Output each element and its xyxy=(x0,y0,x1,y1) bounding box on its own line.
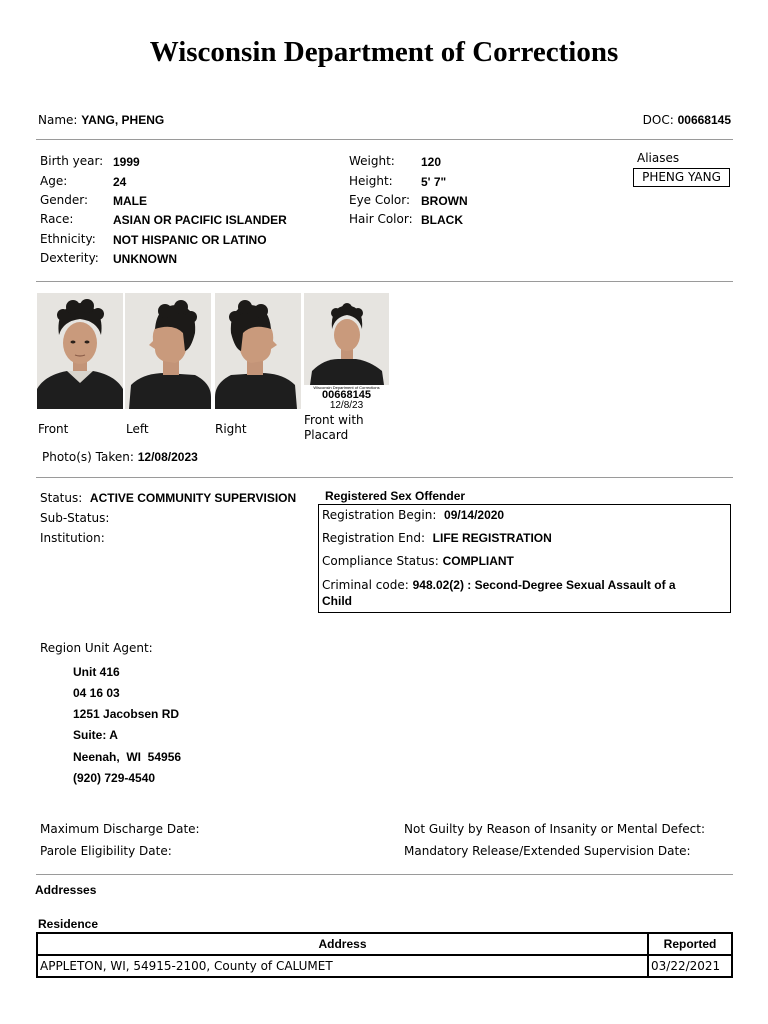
race-value: ASIAN OR PACIFIC ISLANDER xyxy=(113,213,287,227)
ethnicity-label: Ethnicity: xyxy=(40,232,96,246)
divider xyxy=(36,874,733,875)
registration-end-label: Registration End: xyxy=(322,531,426,545)
addresses-heading: Addresses xyxy=(35,883,97,897)
weight-label: Weight: xyxy=(349,154,395,168)
column-header-reported: Reported xyxy=(648,933,732,955)
ethnicity-value: NOT HISPANIC OR LATINO xyxy=(113,233,267,247)
doc-value: 00668145 xyxy=(677,113,731,127)
compliance-status xyxy=(322,554,514,568)
hair-color-label: Hair Color: xyxy=(349,212,413,226)
agent-line: (920) 729-4540 xyxy=(73,771,156,785)
ngri-label: Not Guilty by Reason of Insanity or Mental Defect: xyxy=(404,822,706,836)
name-field xyxy=(38,113,164,127)
photo-right xyxy=(215,293,301,409)
placard-doc: 00668145 xyxy=(322,389,371,401)
table-header-row xyxy=(37,933,732,955)
height-value: 5' 7" xyxy=(421,175,447,189)
agent-line: 1251 Jacobsen RD xyxy=(73,707,180,721)
photos-taken-value: 12/08/2023 xyxy=(137,450,198,464)
registration-begin-value: 09/14/2020 xyxy=(444,508,505,522)
gender-value: MALE xyxy=(113,194,147,208)
address-table xyxy=(36,932,733,978)
residence-heading: Residence xyxy=(38,917,99,931)
photos-taken xyxy=(42,450,198,464)
registry-heading: Registered Sex Offender xyxy=(325,489,466,503)
compliance-label: Compliance Status: xyxy=(322,554,439,568)
race-label: Race: xyxy=(40,212,74,226)
institution-label: Institution: xyxy=(40,531,105,545)
parole-eligibility-label: Parole Eligibility Date: xyxy=(40,844,172,858)
mandatory-release-label: Mandatory Release/Extended Supervision Date: xyxy=(404,844,691,858)
agent-line: Neenah, WI 54956 xyxy=(73,750,182,764)
dexterity-value: UNKNOWN xyxy=(113,252,177,266)
table-row xyxy=(37,955,732,977)
divider xyxy=(36,139,733,140)
compliance-value: COMPLIANT xyxy=(442,554,514,568)
photos-taken-label: Photo(s) Taken: xyxy=(42,450,134,464)
registration-begin xyxy=(322,508,504,522)
hair-color-value: BLACK xyxy=(421,213,463,227)
alias-item: PHENG YANG xyxy=(633,168,730,187)
photo-caption-placard: Front with Placard xyxy=(304,413,364,442)
photo-caption-right: Right xyxy=(215,422,247,436)
birth-year-value: 1999 xyxy=(113,155,140,169)
criminal-code-label: Criminal code: xyxy=(322,578,409,592)
criminal-code-value-cont: Child xyxy=(322,594,352,608)
reported-cell: 03/22/2021 xyxy=(648,955,732,977)
doc-field xyxy=(643,113,731,127)
page-title: Wisconsin Department of Corrections xyxy=(149,36,619,68)
registration-begin-label: Registration Begin: xyxy=(322,508,437,522)
status-value: ACTIVE COMMUNITY SUPERVISION xyxy=(89,491,297,505)
placard-portrait-image xyxy=(304,293,389,385)
age-value: 24 xyxy=(113,175,127,189)
name-label: Name: xyxy=(38,113,78,127)
age-label: Age: xyxy=(40,174,68,188)
address-cell: APPLETON, WI, 54915-2100, County of CALUMET xyxy=(37,955,648,977)
eye-color-value: BROWN xyxy=(421,194,468,208)
photo-caption-left: Left xyxy=(126,422,149,436)
placard-date: 12/8/23 xyxy=(329,400,364,411)
height-label: Height: xyxy=(349,174,393,188)
agent-label: Region Unit Agent: xyxy=(40,641,153,655)
birth-year-label: Birth year: xyxy=(40,154,104,168)
divider xyxy=(36,281,733,282)
agent-line: Unit 416 xyxy=(73,665,120,679)
registration-end-value: LIFE REGISTRATION xyxy=(432,531,552,545)
status-label: Status: xyxy=(40,491,83,505)
criminal-code-value: 948.02(2) : Second-Degree Sexual Assault of a xyxy=(412,578,676,592)
eye-color-label: Eye Color: xyxy=(349,193,411,207)
registration-end xyxy=(322,531,552,545)
status-field xyxy=(40,491,296,505)
photo-front xyxy=(37,293,123,409)
substatus-label: Sub-Status: xyxy=(40,511,110,525)
gender-label: Gender: xyxy=(40,193,89,207)
photo-front-placard xyxy=(304,293,389,385)
criminal-code xyxy=(322,578,676,592)
column-header-address: Address xyxy=(37,933,648,955)
placard-header: Wisconsin Department of Corrections xyxy=(313,385,380,390)
divider xyxy=(36,477,733,478)
photo-left xyxy=(125,293,211,409)
photo-caption-front: Front xyxy=(38,422,69,436)
left-profile-image xyxy=(125,293,211,409)
agent-line: 04 16 03 xyxy=(73,686,120,700)
aliases-label: Aliases xyxy=(637,151,680,165)
doc-label: DOC: xyxy=(642,113,674,127)
front-portrait-image xyxy=(37,293,123,409)
right-profile-image xyxy=(215,293,301,409)
agent-line: Suite: A xyxy=(73,728,118,742)
weight-value: 120 xyxy=(421,155,442,169)
max-discharge-label: Maximum Discharge Date: xyxy=(40,822,200,836)
dexterity-label: Dexterity: xyxy=(40,251,99,265)
name-value: YANG, PHENG xyxy=(81,113,165,127)
